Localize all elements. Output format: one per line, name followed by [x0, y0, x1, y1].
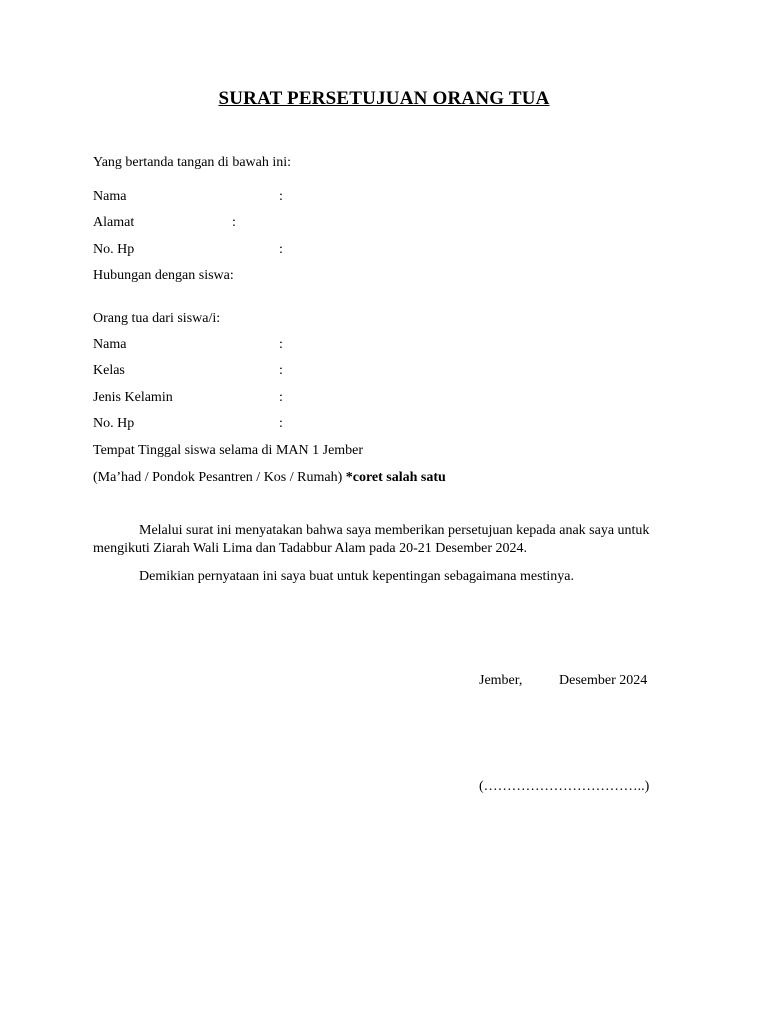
residence-options: (Ma’had / Pondok Pesantren / Kos / Rumah): [93, 470, 343, 485]
parent-address-label: Alamat: [93, 215, 135, 230]
closing-paragraph-text: Demikian pernyataan ini saya buat untuk kepentingan sebagaimana mestinya: [139, 569, 571, 584]
signature-date: Desember 2024: [559, 673, 648, 688]
student-phone-colon: :: [279, 416, 283, 431]
parent-relation-row: [93, 267, 234, 285]
signature-place: Jember,: [479, 673, 523, 688]
student-gender-colon: :: [279, 390, 283, 405]
statement-paragraph-text: Melalui surat ini menyatakan bahwa saya memberikan persetujuan kepada anak saya untuk mengikuti Ziarah Wali Lima dan Tadabbur Alam pada 20-21 Desember 2024: [93, 523, 650, 556]
student-gender-label: Jenis Kelamin: [93, 390, 173, 405]
parent-phone-label: No. Hp: [93, 242, 135, 257]
closing-paragraph-period: .: [570, 569, 575, 584]
student-intro-text: Orang tua dari siswa/i:: [93, 311, 221, 326]
parent-phone-colon: :: [279, 242, 283, 257]
parent-name-label: Nama: [93, 189, 127, 204]
intro-text: Yang bertanda tangan di bawah ini:: [93, 155, 292, 170]
residence-options-row: [93, 469, 446, 487]
signature-line: (……………………………..): [479, 779, 650, 794]
closing-paragraph: [93, 568, 668, 586]
student-class-colon: :: [279, 363, 283, 378]
student-class-label: Kelas: [93, 363, 125, 378]
statement-paragraph: [93, 522, 668, 558]
student-name-colon: :: [279, 337, 283, 352]
residence-note: *coret salah satu: [345, 470, 446, 485]
parent-name-colon: :: [279, 189, 283, 204]
parent-address-colon: :: [232, 215, 236, 230]
parent-relation-label: Hubungan dengan siswa: [93, 268, 230, 283]
statement-paragraph-period: .: [523, 541, 527, 556]
parent-relation-colon: :: [229, 268, 234, 283]
residence-line: Tempat Tinggal siswa selama di MAN 1 Jember: [93, 443, 364, 458]
document-title: SURAT PERSETUJUAN ORANG TUA: [218, 88, 550, 109]
student-phone-label: No. Hp: [93, 416, 135, 431]
student-name-label: Nama: [93, 337, 127, 352]
